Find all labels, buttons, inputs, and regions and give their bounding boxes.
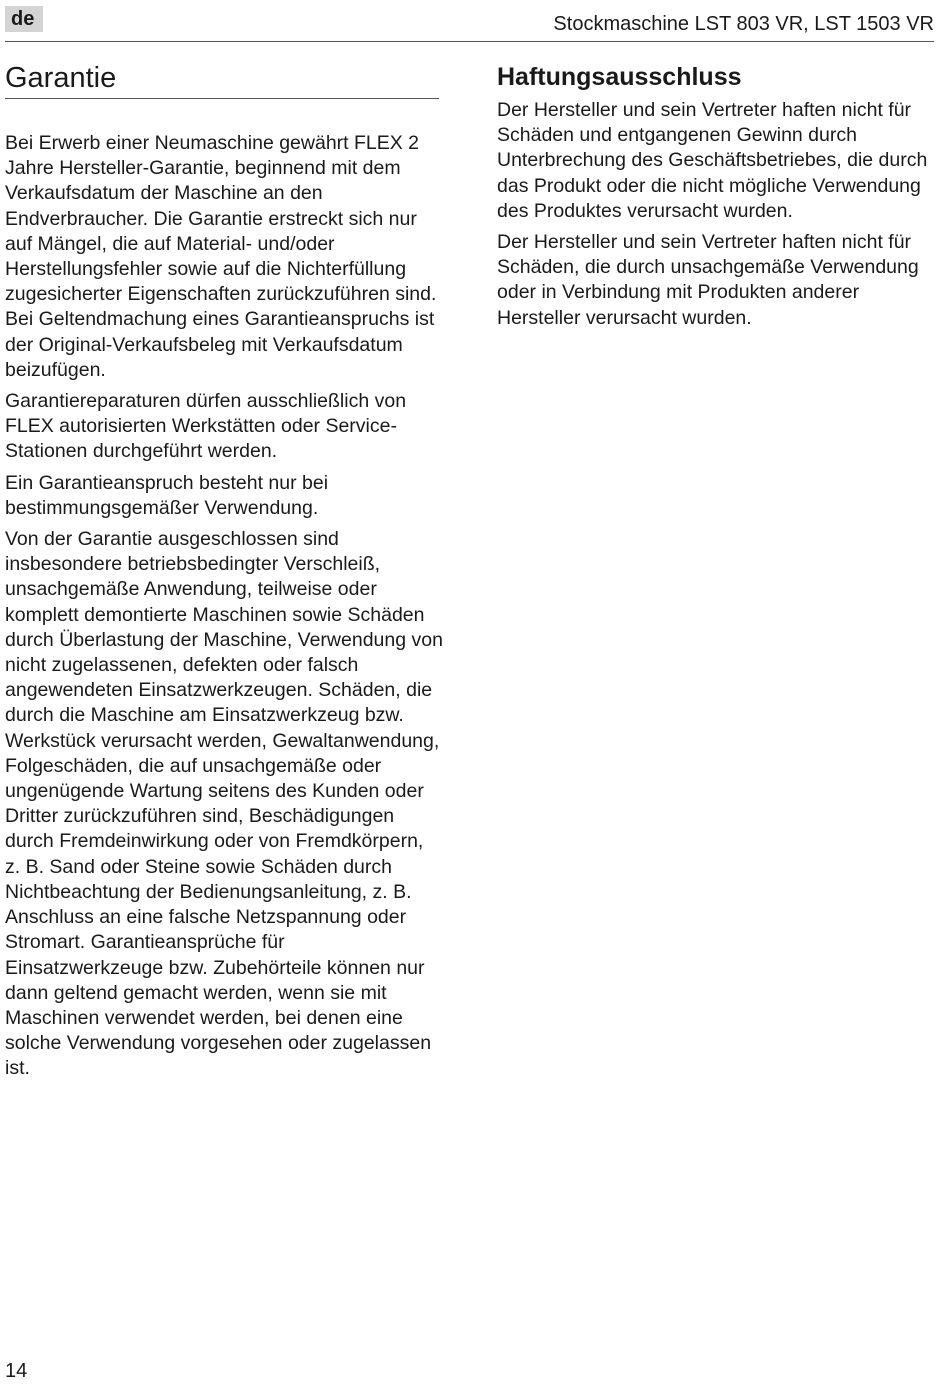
warranty-heading-divider	[5, 98, 439, 99]
header-divider	[5, 41, 934, 42]
warranty-section	[5, 60, 443, 1088]
liability-paragraph: Der Hersteller und sein Vertreter haften nicht für Schäden, die durch unsachgemäße Verwendung oder in Verbindung mit Produkten anderer Hersteller verursacht wurden.	[497, 231, 919, 329]
warranty-heading: Garantie	[5, 62, 117, 94]
warranty-paragraph: Bei Erwerb einer Neumaschine gewährt FLEX 2 Jahre Hersteller-Garantie, beginnend mit dem Verkaufsdatum der Maschine an den Endverbraucher. Die Garantie erstreckt sich nur auf Mängel, die auf Material- und/oder Herstellungsfehler sowie auf die Nichterfüllung zugesicherter Eigenschaften zurückzuführen sind. Bei Geltendmachung eines Garantieanspruchs ist der Original-Verkaufsbeleg mit Verkaufsdatum beizufügen.	[5, 132, 437, 381]
liability-section	[497, 60, 935, 337]
page-number: 14	[5, 1360, 28, 1382]
language-badge: de	[5, 6, 43, 32]
liability-heading: Haftungsausschluss	[497, 63, 742, 91]
document-title: Stockmaschine LST 803 VR, LST 1503 VR	[553, 13, 934, 35]
warranty-paragraph: Ein Garantieanspruch besteht nur bei bestimmungsgemäßer Verwendung.	[5, 471, 329, 519]
warranty-paragraph: Von der Garantie ausgeschlossen sind insbesondere betriebsbedingter Verschleiß, unsachgemäße Anwendung, teilweise oder komplett demontierte Maschinen sowie Schäden durch Überlastung der Maschine, Verwendung von nicht zugelassenen, defekten oder falsch angewendeten Einsatzwerkzeugen. Schäden, die durch die Maschine am Einsatzwerkzeug bzw. Werkstück verursacht werden, Gewaltanwendung, Folgeschäden, die auf unsachgemäße oder ungenügende Wartung seitens des Kunden oder Dritter zurückzuführen sind, Beschädigungen durch Fremdeinwirkung oder von Fremdkörpern, z. B. Sand oder Steine sowie Schäden durch Nichtbeachtung der Bedienungsanleitung, z. B. Anschluss an eine falsche Netzspannung oder Stromart. Garantieansprüche für Einsatzwerkzeuge bzw. Zubehörteile können nur dann geltend gemacht werden, wenn sie mit Maschinen verwendet werden, bei denen eine solche Verwendung vorgesehen oder zugelassen ist.	[5, 528, 443, 1080]
warranty-paragraph: Garantiereparaturen dürfen ausschließlich von FLEX autorisierten Werkstätten oder Service-Stationen durchgeführt werden.	[5, 390, 407, 463]
liability-paragraph: Der Hersteller und sein Vertreter haften nicht für Schäden und entgangenen Gewinn durch Unterbrechung des Geschäftsbetriebes, die durch das Produkt oder die nicht mögliche Verwendung des Produktes verursacht wurden.	[497, 99, 928, 222]
